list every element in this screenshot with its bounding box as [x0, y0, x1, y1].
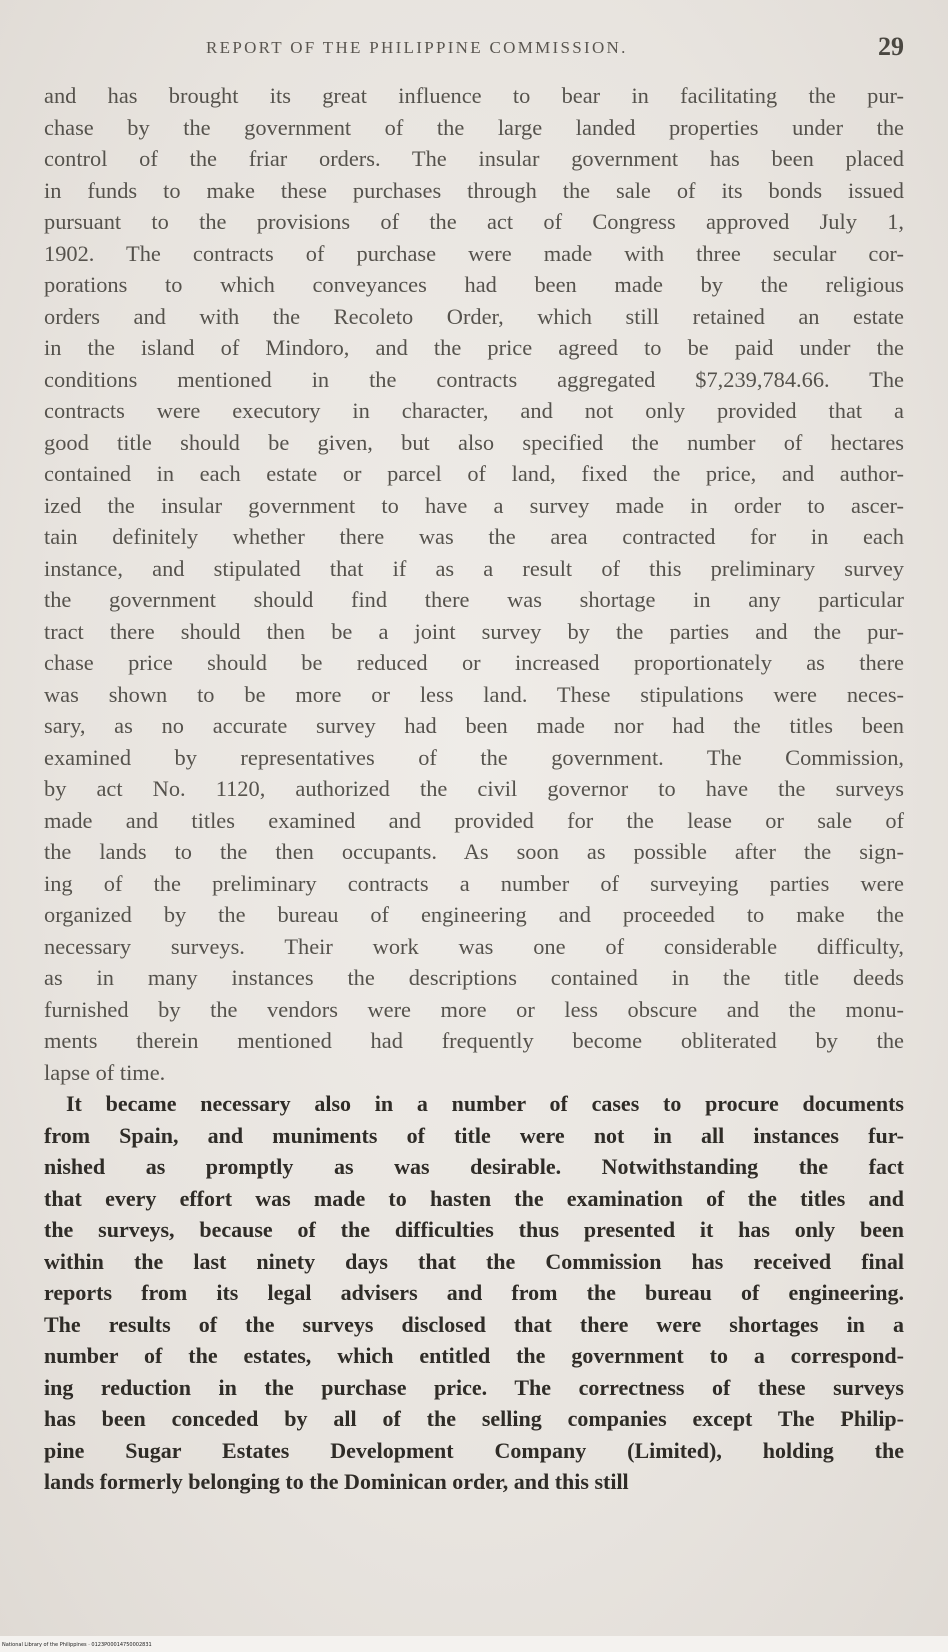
text-line: sary, as no accurate survey had been made nor had the titles been	[44, 713, 904, 738]
text-line: tract there should then be a joint survey by the parties and the pur-	[44, 618, 904, 644]
text-line: by act No. 1120, authorized the civil governor to have the surveys	[44, 776, 904, 801]
text-line: ing reduction in the purchase price. The correctness of these surveys	[44, 1374, 904, 1400]
text-line: reports from its legal advisers and from the bureau of engineering.	[44, 1280, 904, 1305]
text-line: conditions mentioned in the contracts aggregated $7,239,784.66. The	[44, 366, 904, 392]
text-line: orders and with the Recoleto Order, which still retained an estate	[44, 303, 904, 329]
text-line: organized by the bureau of engineering and proceeded to make the	[44, 902, 904, 927]
text-line: instance, and stipulated that if as a result of this preliminary survey	[44, 555, 904, 581]
text-line: The results of the surveys disclosed that there were shortages in a	[44, 1311, 904, 1337]
text-line: lands formerly belonging to the Dominican order, and this still	[44, 1469, 629, 1494]
text-line: ing of the preliminary contracts a number of surveying parties were	[44, 870, 904, 896]
body-text	[44, 80, 904, 1498]
text-line: control of the friar orders. The insular government has been placed	[44, 146, 904, 171]
text-line: furnished by the vendors were more or less obscure and the monu-	[44, 996, 904, 1022]
text-line: ized the insular government to have a survey made in order to ascer-	[44, 492, 904, 518]
text-line: examined by representatives of the government. The Commission,	[44, 744, 904, 770]
text-line: and has brought its great influence to bear in facilitating the pur-	[44, 83, 904, 108]
text-line: nished as promptly as was desirable. Notwithstanding the fact	[44, 1154, 904, 1179]
paragraph-2	[44, 1088, 904, 1498]
text-line: pursuant to the provisions of the act of Congress approved July 1,	[44, 209, 904, 234]
text-line: tain definitely whether there was the area contracted for in each	[44, 524, 904, 549]
text-line: necessary surveys. Their work was one of considerable difficulty,	[44, 933, 904, 959]
text-line: in funds to make these purchases through the sale of its bonds issued	[44, 177, 904, 203]
page-number: 29	[878, 32, 904, 61]
text-line: contracts were executory in character, and not only provided that a	[44, 398, 904, 423]
text-line: chase by the government of the large landed properties under the	[44, 114, 904, 140]
text-line: has been conceded by all of the selling companies except The Philip-	[44, 1406, 904, 1431]
text-line: ments therein mentioned had frequently become obliterated by the	[44, 1028, 904, 1053]
text-line: made and titles examined and provided for the lease or sale of	[44, 807, 904, 833]
text-line: It became necessary also in a number of cases to procure documents	[66, 1091, 904, 1116]
text-line: number of the estates, which entitled the government to a correspond-	[44, 1343, 904, 1368]
text-line: pine Sugar Estates Development Company (Limited), holding the	[44, 1437, 904, 1463]
text-line: that every effort was made to hasten the examination of the titles and	[44, 1185, 904, 1211]
text-line: the lands to the then occupants. As soon as possible after the sign-	[44, 839, 904, 864]
running-title: REPORT OF THE PHILIPPINE COMMISSION.	[206, 38, 628, 57]
text-line: lapse of time.	[44, 1059, 166, 1085]
text-line: contained in each estate or parcel of land, fixed the price, and author-	[44, 461, 904, 486]
text-line: chase price should be reduced or increased proportionately as there	[44, 650, 904, 675]
text-line: porations to which conveyances had been made by the religious	[44, 272, 904, 297]
text-line: was shown to be more or less land. These stipulations were neces-	[44, 681, 904, 707]
text-line: the surveys, because of the difficulties thus presented it has only been	[44, 1217, 904, 1242]
footer-source-line: National Library of the Philippines · 0123P00014750002831	[2, 1642, 152, 1648]
paragraph-1	[44, 80, 904, 1088]
text-line: in the island of Mindoro, and the price agreed to be paid under the	[44, 335, 904, 360]
text-line: the government should find there was shortage in any particular	[44, 587, 904, 612]
text-line: good title should be given, but also specified the number of hectares	[44, 429, 904, 455]
text-line: from Spain, and muniments of title were not in all instances fur-	[44, 1122, 904, 1148]
text-line: as in many instances the descriptions contained in the title deeds	[44, 965, 904, 990]
text-line: 1902. The contracts of purchase were made with three secular cor-	[44, 240, 904, 266]
text-line: within the last ninety days that the Commission has received final	[44, 1248, 904, 1274]
